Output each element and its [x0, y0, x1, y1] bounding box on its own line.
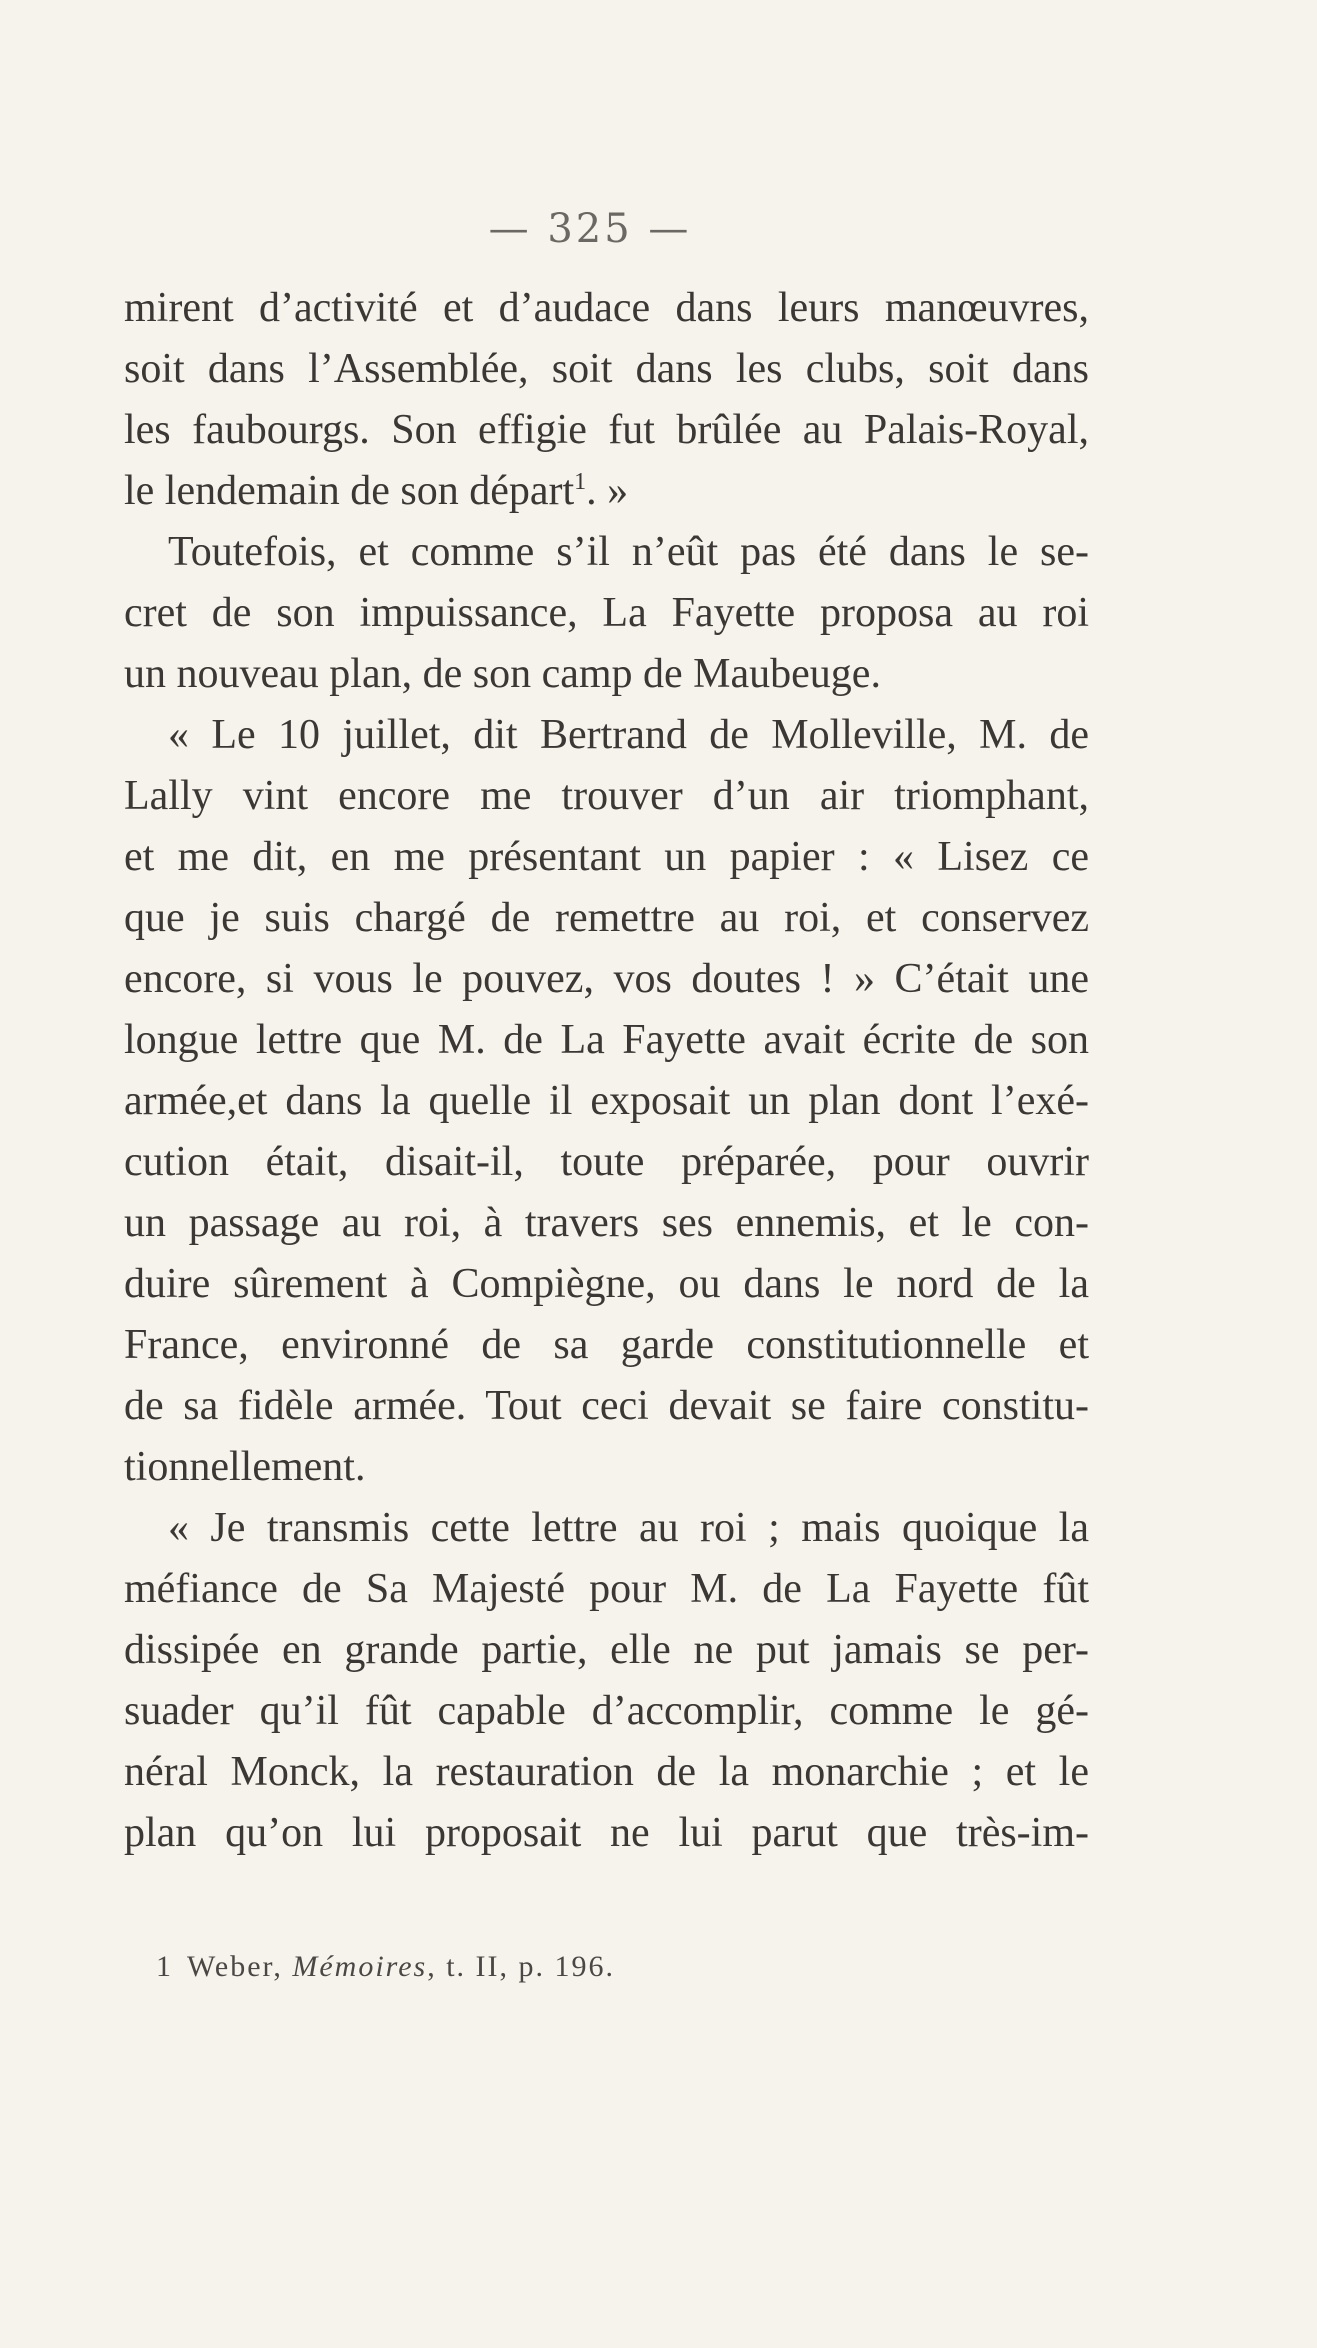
text-line: néral Monck, la restauration de la monarchie ; et le	[124, 1749, 1089, 1795]
text-line: de sa fidèle armée. Tout ceci devait se faire constitu-	[124, 1383, 1089, 1429]
text-line: longue lettre que M. de La Fayette avait écrite de son	[124, 1017, 1089, 1063]
main-text	[124, 278, 1089, 1864]
text-line-suffix: . »	[586, 468, 629, 514]
text-line: dissipée en grande partie, elle ne put jamais se per-	[124, 1627, 1089, 1673]
text-line: plan qu’on lui proposait ne lui parut que très-im-	[124, 1810, 1089, 1856]
text-line: les faubourgs. Son effigie fut brûlée au Palais-Royal,	[124, 407, 1089, 453]
footnote	[156, 1950, 856, 1984]
text-line-content: le lendemain de son départ	[124, 468, 575, 514]
text-line: encore, si vous le pouvez, vos doutes ! » C’était une	[124, 956, 1089, 1002]
footnote-rest: , t. II, p. 196.	[427, 1950, 616, 1983]
text-line: et me dit, en me présentant un papier : « Lisez ce	[124, 834, 1089, 880]
footnote-author: Weber,	[187, 1950, 283, 1983]
text-line: soit dans l’Assemblée, soit dans les clubs, soit dans	[124, 346, 1089, 392]
footnote-reference: 1	[574, 469, 587, 495]
paragraph-2	[124, 522, 1089, 705]
text-line: tionnellement.	[124, 1444, 366, 1490]
text-line: « Le 10 juillet, dit Bertrand de Molleville, M. de	[168, 712, 1089, 758]
text-line: « Je transmis cette lettre au roi ; mais quoique la	[168, 1505, 1089, 1551]
page-number: — 325 —	[488, 206, 692, 252]
text-line: méfiance de Sa Majesté pour M. de La Fayette fût	[124, 1566, 1089, 1612]
text-line: cution était, disait-il, toute préparée, pour ouvrir	[124, 1139, 1089, 1185]
text-line: que je suis chargé de remettre au roi, et conservez	[124, 895, 1089, 941]
text-line: Lally vint encore me trouver d’un air triomphant,	[124, 773, 1089, 819]
text-line: Toutefois, et comme s’il n’eût pas été dans le se-	[168, 529, 1089, 575]
paragraph-3	[124, 705, 1089, 1498]
paragraph-4	[124, 1498, 1089, 1864]
text-line: cret de son impuissance, La Fayette proposa au roi	[124, 590, 1089, 636]
text-line: armée,et dans la quelle il exposait un plan dont l’exé-	[124, 1078, 1089, 1124]
footnote-title: Mémoires	[292, 1950, 428, 1983]
text-line: France, environné de sa garde constitutionnelle et	[124, 1322, 1089, 1368]
paragraph-1	[124, 278, 1089, 522]
text-line	[124, 461, 1089, 522]
text-line: un passage au roi, à travers ses ennemis, et le con-	[124, 1200, 1089, 1246]
text-line: duire sûrement à Compiègne, ou dans le nord de la	[124, 1261, 1089, 1307]
text-line: un nouveau plan, de son camp de Maubeuge.	[124, 651, 881, 697]
text-line: mirent d’activité et d’audace dans leurs manœuvres,	[124, 285, 1089, 331]
footnote-number: 1	[156, 1950, 173, 1983]
text-line: suader qu’il fût capable d’accomplir, comme le gé-	[124, 1688, 1089, 1734]
